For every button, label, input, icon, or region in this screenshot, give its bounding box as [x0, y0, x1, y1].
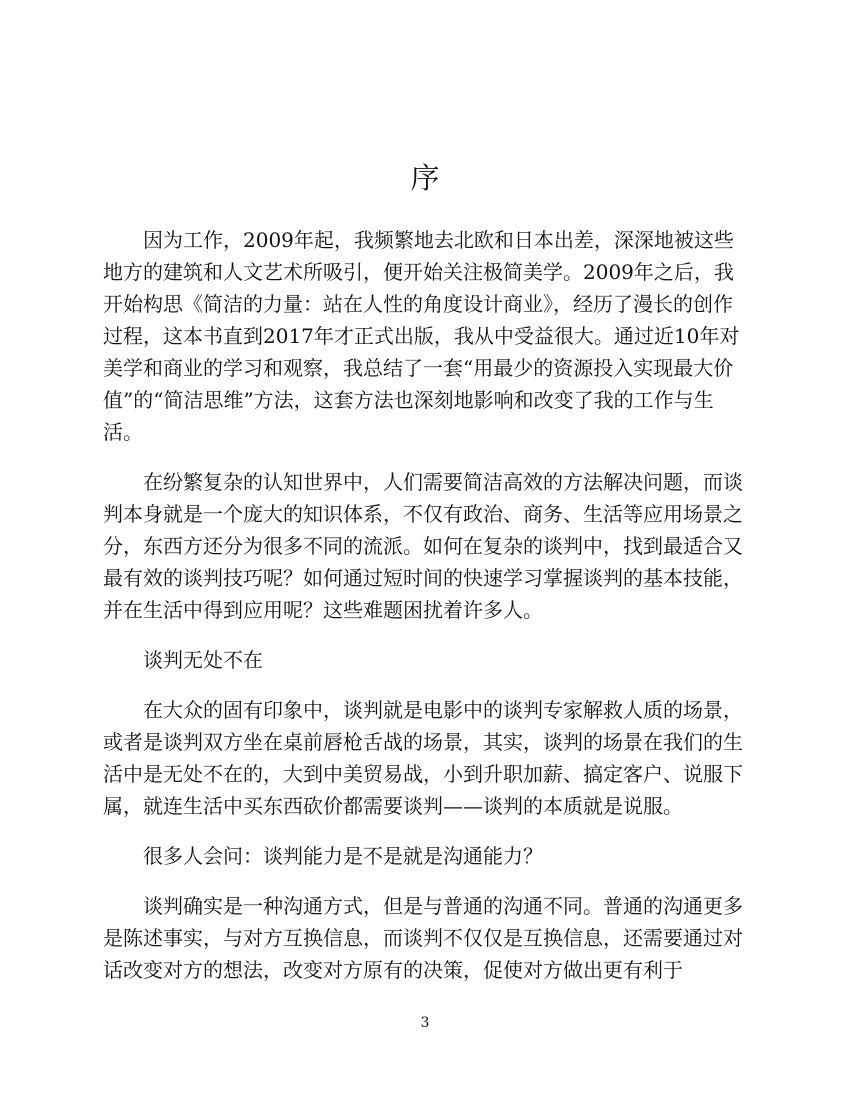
paragraph-intro: 因为工作，2009年起，我频繁地去北欧和日本出差，深深地被这些地方的建筑和人文艺术所吸引，便开始关注极简美学。2009年之后，我开始构思《简洁的力量：站在人性的角度设计商业》，经历了漫长的创作过程，这本书直到2017年才正式出版，我从中受益很大。通过近10年对美学和商业的学习和观察，我总结了一套“用最少的资源投入实现最大价值”的“简洁思维”方法，这套方法也深刻地影响和改变了我的工作与生活。 — [103, 228, 740, 444]
paragraph-common-impression: 在大众的固有印象中，谈判就是电影中的谈判专家解救人质的场景，或者是谈判双方坐在桌前唇枪舌战的场景，其实，谈判的场景在我们的生活中是无处不在的，大到中美贸易战，小到升职加薪、搞定客户、说服下属，就连生活中买东西砍价都需要谈判——谈判的本质就是说服。 — [103, 698, 743, 818]
paragraph-complexity: 在纷繁复杂的认知世界中，人们需要简洁高效的方法解决问题，而谈判本身就是一个庞大的知识体系，不仅有政治、商务、生活等应用场景之分，东西方还分为很多不同的流派。如何在复杂的谈判中，找到最适合又最有效的谈判技巧呢？如何通过短时间的快速学习掌握谈判的基本技能，并在生活中得到应用呢？这些难题困扰着许多人。 — [103, 470, 743, 622]
body-text — [103, 224, 749, 1004]
page-number: 3 — [420, 1015, 430, 1031]
paragraph-communication-difference: 谈判确实是一种沟通方式，但是与普通的沟通不同。普通的沟通更多是陈述事实，与对方互换信息，而谈判不仅仅是互换信息，还需要通过对话改变对方的想法，改变对方原有的决策，促使对方做出更有利于 — [103, 894, 743, 982]
page-title: 序 — [410, 161, 440, 195]
paragraph-question: 很多人会问：谈判能力是不是就是沟通能力？ — [143, 844, 543, 868]
section-heading-negotiation-everywhere: 谈判无处不在 — [143, 648, 263, 672]
